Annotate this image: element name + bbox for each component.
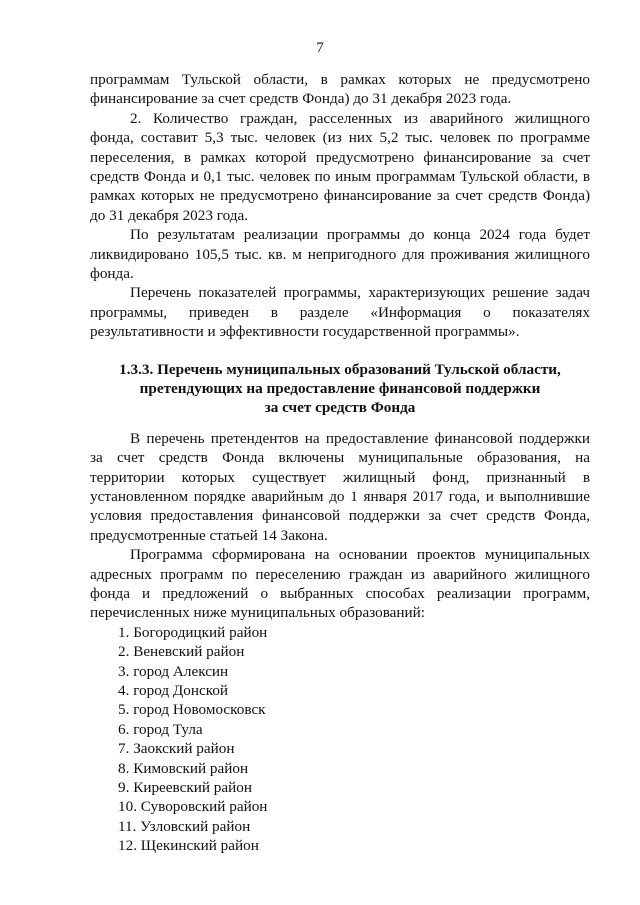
list-item: 4. город Донской [118, 681, 229, 699]
paragraph-indicators: Перечень показателей программы, характеризующих решение задач программы, приведен в разделе «Информация о показателях результативности и эффективности государственной программы». [90, 284, 590, 341]
list-item: 9. Киреевский район [118, 779, 252, 796]
list-item: 2. Веневский район [118, 643, 245, 661]
list-item: 1. Богородицкий район [118, 623, 268, 641]
paragraph-continuation: программам Тульской области, в рамках которых не предусмотрено финансирование за счет средств Фонда) до 31 декабря 2023 года. [90, 71, 590, 108]
list-item: 7. Заокский район [118, 740, 235, 758]
list-item: 12. Щекинский район [118, 837, 259, 855]
list-item: 5. город Новомосковск [118, 701, 266, 719]
list-item: 10. Суворовский район [118, 798, 268, 816]
paragraph-residents-count: 2. Количество граждан, расселенных из аварийного жилищного фонда, составит 5,3 тыс. человек (из них 5,2 тыс. человек по программе переселения, в рамках которой предусмотрено финансирование за счет средств Фонда и 0,1 тыс. человек по иным программам Тульской области, в рамках которых не предусмотрено финансирование за счет средств Фонда) до 31 декабря 2023 года. [90, 109, 590, 224]
section-heading-line-2: претендующих на предоставление финансовой поддержки [139, 379, 541, 397]
list-item: 6. город Тула [118, 720, 203, 738]
list-item: 3. город Алексин [118, 662, 229, 680]
paragraph-candidates: В перечень претендентов на предоставление финансовой поддержки за счет средств Фонда включены муниципальные образования, на территории которых существует жилищный фонд, признанный в установленном порядке аварийным до 1 января 2017 года, и выполнившие условия предоставления финансовой поддержки за счет средств Фонда, предусмотренные статьей 14 Закона. [90, 429, 590, 544]
paragraph-program-basis: Программа сформирована на основании проектов муниципальных адресных программ по переселению граждан из аварийного жилищного фонда и предложений о выбранных способах реализации программ, перечисленных ниже муниципальных образований: [90, 546, 590, 622]
section-heading-line-1: 1.3.3. Перечень муниципальных образований Тульской области, [119, 360, 561, 378]
list-item: 11. Узловский район [118, 817, 251, 835]
page-number: 7 [316, 40, 324, 56]
page-content [90, 70, 590, 856]
section-heading-line-3: за счет средств Фонда [264, 398, 416, 416]
paragraph-results: По результатам реализации программы до конца 2024 года будет ликвидировано 105,5 тыс. кв. м непригодного для проживания жилищного фонда. [90, 226, 590, 283]
list-item: 8. Кимовский район [118, 759, 249, 777]
section-heading [90, 360, 590, 417]
municipalities-list [90, 623, 590, 856]
